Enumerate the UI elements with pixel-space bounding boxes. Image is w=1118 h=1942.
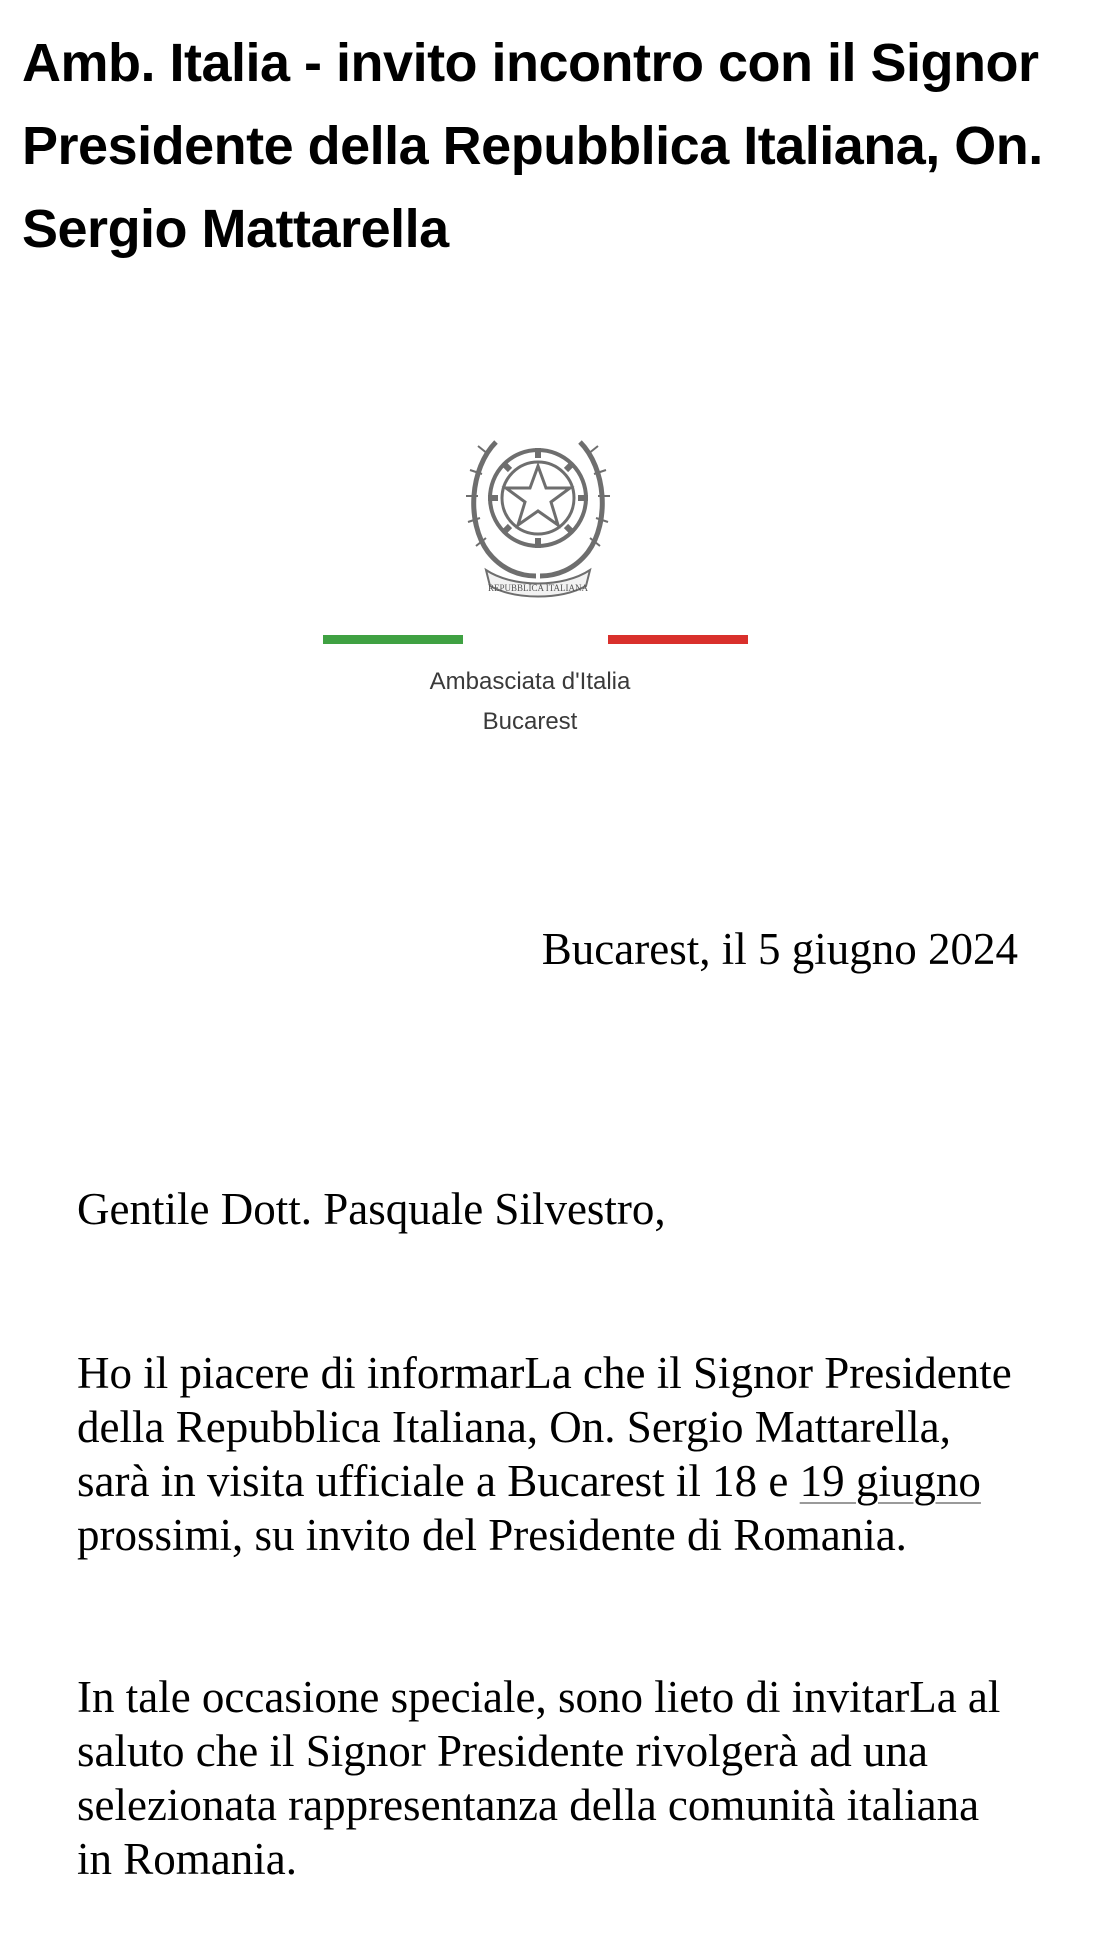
email-subject: Amb. Italia - invito incontro con il Signor Presidente della Repubblica Italiana, On. Sergio Mattarella bbox=[22, 33, 1043, 259]
paragraph-visit-announcement bbox=[77, 1346, 1017, 1562]
flag-stripe-green bbox=[323, 635, 463, 644]
salutation: Gentile Dott. Pasquale Silvestro, bbox=[77, 1184, 666, 1234]
paragraph-text: Ho il piacere di informarLa che il Signor Presidente della Repubblica Italiana, On. Sergio Mattarella, sarà in visita ufficiale a Bucarest il 18 e bbox=[77, 1348, 1012, 1506]
date-link[interactable]: 19 giugno bbox=[799, 1456, 981, 1506]
embassy-name: Ambasciata d'Italia bbox=[429, 668, 631, 695]
paragraph-invitation: In tale occasione speciale, sono lieto di invitarLa al saluto che il Signor Presidente rivolgerà ad una selezionata rappresentanza della comunità italiana in Romania. bbox=[77, 1672, 1001, 1884]
italian-republic-emblem-icon bbox=[458, 410, 618, 600]
embassy-city: Bucarest bbox=[482, 708, 578, 735]
letter-date: Bucarest, il 5 giugno 2024 bbox=[541, 924, 1018, 974]
letterhead bbox=[0, 410, 1118, 750]
paragraph-text: prossimi, su invito del Presidente di Romania. bbox=[77, 1510, 907, 1560]
flag-stripe-red bbox=[608, 635, 748, 644]
emblem-banner-text: REPUBBLICA ITALIANA bbox=[487, 583, 589, 593]
